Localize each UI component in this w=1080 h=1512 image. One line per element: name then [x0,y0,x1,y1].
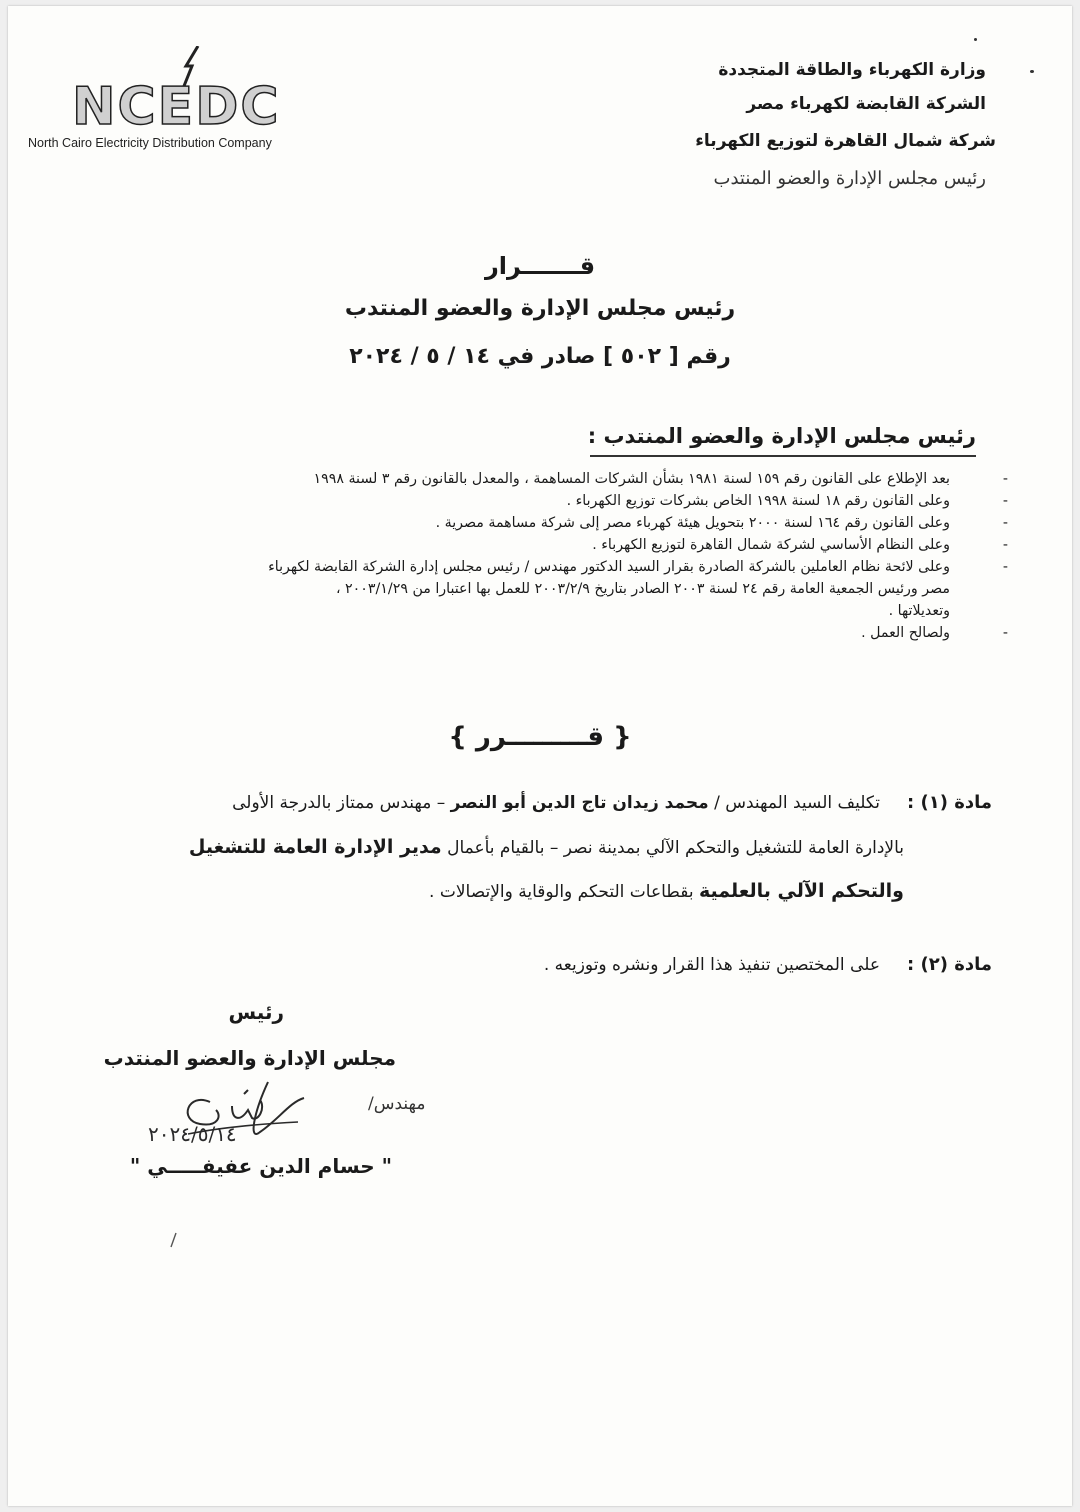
decree-main-heading: قـــــــرار [484,252,596,280]
recital-item [96,622,1008,644]
recital-bullet: - [1002,493,1008,509]
scan-speck [974,38,977,41]
recital-text: وعلى القانون رقم ١٨ لسنة ١٩٩٨ الخاص بشركات توزيع الكهرباء . [566,493,950,509]
article-1-text-b: – مهندس ممتاز بالدرجة الأولى [232,793,446,813]
logo-bolt-icon [176,46,206,86]
header-ministry: وزارة الكهرباء والطاقة المتجددة [718,60,986,80]
article-1-line-3 [429,880,904,902]
addressee-underline [590,455,976,457]
article-1-text-c: بالإدارة العامة للتشغيل والتحكم الآلي بمدينة نصر – بالقيام بأعمال [447,838,904,858]
recital-text: مصر ورئيس الجمعية العامة رقم ٢٤ لسنة ٢٠٠٣ الصادر بتاريخ ٢٠٠٣/٢/٩ للعمل بها اعتبارا من ٢٠٠٣/١/٢٩ ، [335,581,950,597]
logo-company-en: North Cairo Electricity Distribution Company [28,136,272,150]
signature-title-2: مجلس الإدارة والعضو المنتدب [103,1046,396,1070]
recital-text: ولصالح العمل . [861,625,950,641]
article-2-text: على المختصين تنفيذ هذا القرار ونشره وتوزيعه . [543,955,880,975]
recital-bullet: - [1002,515,1008,531]
article-2-label: مادة (٢) : [907,954,992,975]
article-1-label: مادة (١) : [907,792,992,813]
recital-item [96,578,976,600]
recital-bullet: - [1002,625,1008,641]
signature-title-1: رئيس [228,1000,284,1024]
article-1-position: مدير الإدارة العامة للتشغيل [188,836,442,858]
scan-mark [168,1232,180,1248]
article-1-text-a: تكليف السيد المهندس / [714,793,880,813]
logo-abbr: NCEDC [72,77,281,137]
article-1-line-1 [232,792,992,813]
decree-number-date: رقم [ ٥٠٢ ] صادر في ١٤ / ٥ / ٢٠٢٤ [349,344,731,369]
company-logo [28,76,298,156]
recital-item [96,600,976,622]
signature-prefix: مهندس/ [368,1094,426,1114]
recital-item [96,512,1008,534]
signatory-name: " حسام الدين عفيفـــــي " [129,1154,392,1178]
recital-bullet: - [1002,559,1008,575]
article-1-text-d: بقطاعات التحكم والوقاية والإتصالات . [429,882,694,902]
recital-item [96,556,1008,578]
handwritten-signature [148,1072,318,1162]
header-office: رئيس مجلس الإدارة والعضو المنتدب [713,168,986,189]
header-company: شركة شمال القاهرة لتوزيع الكهرباء [695,131,996,151]
decree-resolves-heading: { قـــــــــرر } [448,722,632,752]
article-1-position-cont: والتحكم الآلي بالعلمية [698,880,904,902]
header-holding: الشركة القابضة لكهرباء مصر [746,94,986,114]
recital-text: وعلى لائحة نظام العاملين بالشركة الصادرة بقرار السيد الدكتور مهندس / رئيس مجلس إدارة الشركة القابضة لكهرباء [268,559,950,575]
recital-text: وعلى النظام الأساسي لشركة شمال القاهرة لتوزيع الكهرباء . [592,537,950,553]
recital-text: بعد الإطلاع على القانون رقم ١٥٩ لسنة ١٩٨١ بشأن الشركات المساهمة ، والمعدل بالقانون رقم ٣ لسنة ١٩٩٨ [313,471,950,487]
scan-speck [1030,70,1034,73]
article-2-line [544,954,992,975]
recital-text: وتعديلاتها . [888,603,950,619]
recital-item [96,534,1008,556]
addressee-heading: رئيس مجلس الإدارة والعضو المنتدب : [587,424,976,448]
recital-bullet: - [1002,471,1008,487]
recitals-list [96,468,1008,644]
recital-item [96,468,1008,490]
recital-text: وعلى القانون رقم ١٦٤ لسنة ٢٠٠٠ بتحويل هيئة كهرباء مصر إلى شركة مساهمة مصرية . [435,515,950,531]
article-1-assignee-name: محمد زيدان تاج الدين أبو النصر [450,793,709,813]
article-1-line-2 [189,836,904,858]
handwritten-date: ٢٠٢٤/٥/١٤ [148,1122,237,1146]
document-page [8,6,1072,1506]
decree-issuer: رئيس مجلس الإدارة والعضو المنتدب [344,296,736,321]
recital-item [96,490,1008,512]
recital-bullet: - [1002,537,1008,553]
